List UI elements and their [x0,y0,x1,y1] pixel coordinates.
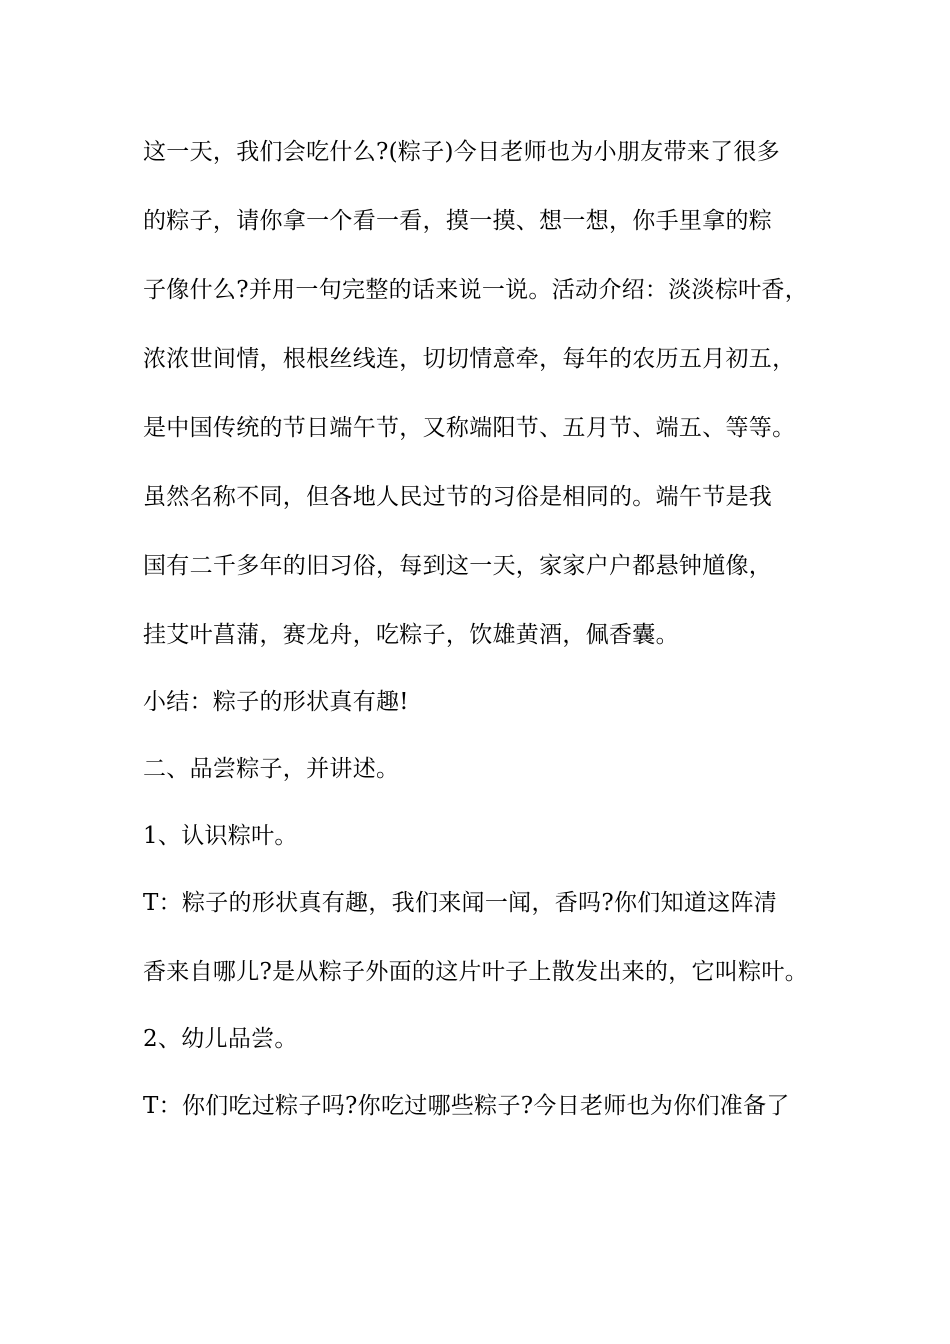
paragraph-line: 香来自哪儿?是从粽子外面的这片叶子上散发出来的，它叫粽叶。 [143,959,809,985]
paragraph-line: 是中国传统的节日端午节，又称端阳节、五月节、端五、等等。 [143,415,796,441]
paragraph-line: 子像什么?并用一句完整的话来说一说。活动介绍：淡淡棕叶香， [143,277,809,303]
document-body [143,128,833,1130]
paragraph-line: 浓浓世间情，根根丝线连，切切情意牵，每年的农历五月初五， [143,346,796,372]
paragraph-line: 挂艾叶菖蒲，赛龙舟，吃粽子，饮雄黄酒，佩香囊。 [143,622,679,648]
paragraph-line: 虽然名称不同，但各地人民过节的习俗是相同的。端午节是我 [143,484,773,510]
paragraph-line: 的粽子，请你拿一个看一看，摸一摸、想一想，你手里拿的粽 [143,208,773,234]
subsection-heading: 1、认识粽叶。 [143,823,298,849]
paragraph-line: T：粽子的形状真有趣，我们来闻一闻，香吗?你们知道这阵清 [143,890,778,916]
summary-line: 小结：粽子的形状真有趣! [143,689,409,715]
paragraph-line: T：你们吃过粽子吗?你吃过哪些粽子?今日老师也为你们准备了 [143,1093,790,1119]
section-heading: 二、品尝粽子，并讲述。 [143,756,400,782]
paragraph-line: 国有二千多年的旧习俗，每到这一天，家家户户都悬钟馗像， [143,553,773,579]
paragraph-line: 这一天，我们会吃什么?(粽子)今日老师也为小朋友带来了很多 [143,139,780,165]
subsection-heading: 2、幼儿品尝。 [143,1026,298,1052]
